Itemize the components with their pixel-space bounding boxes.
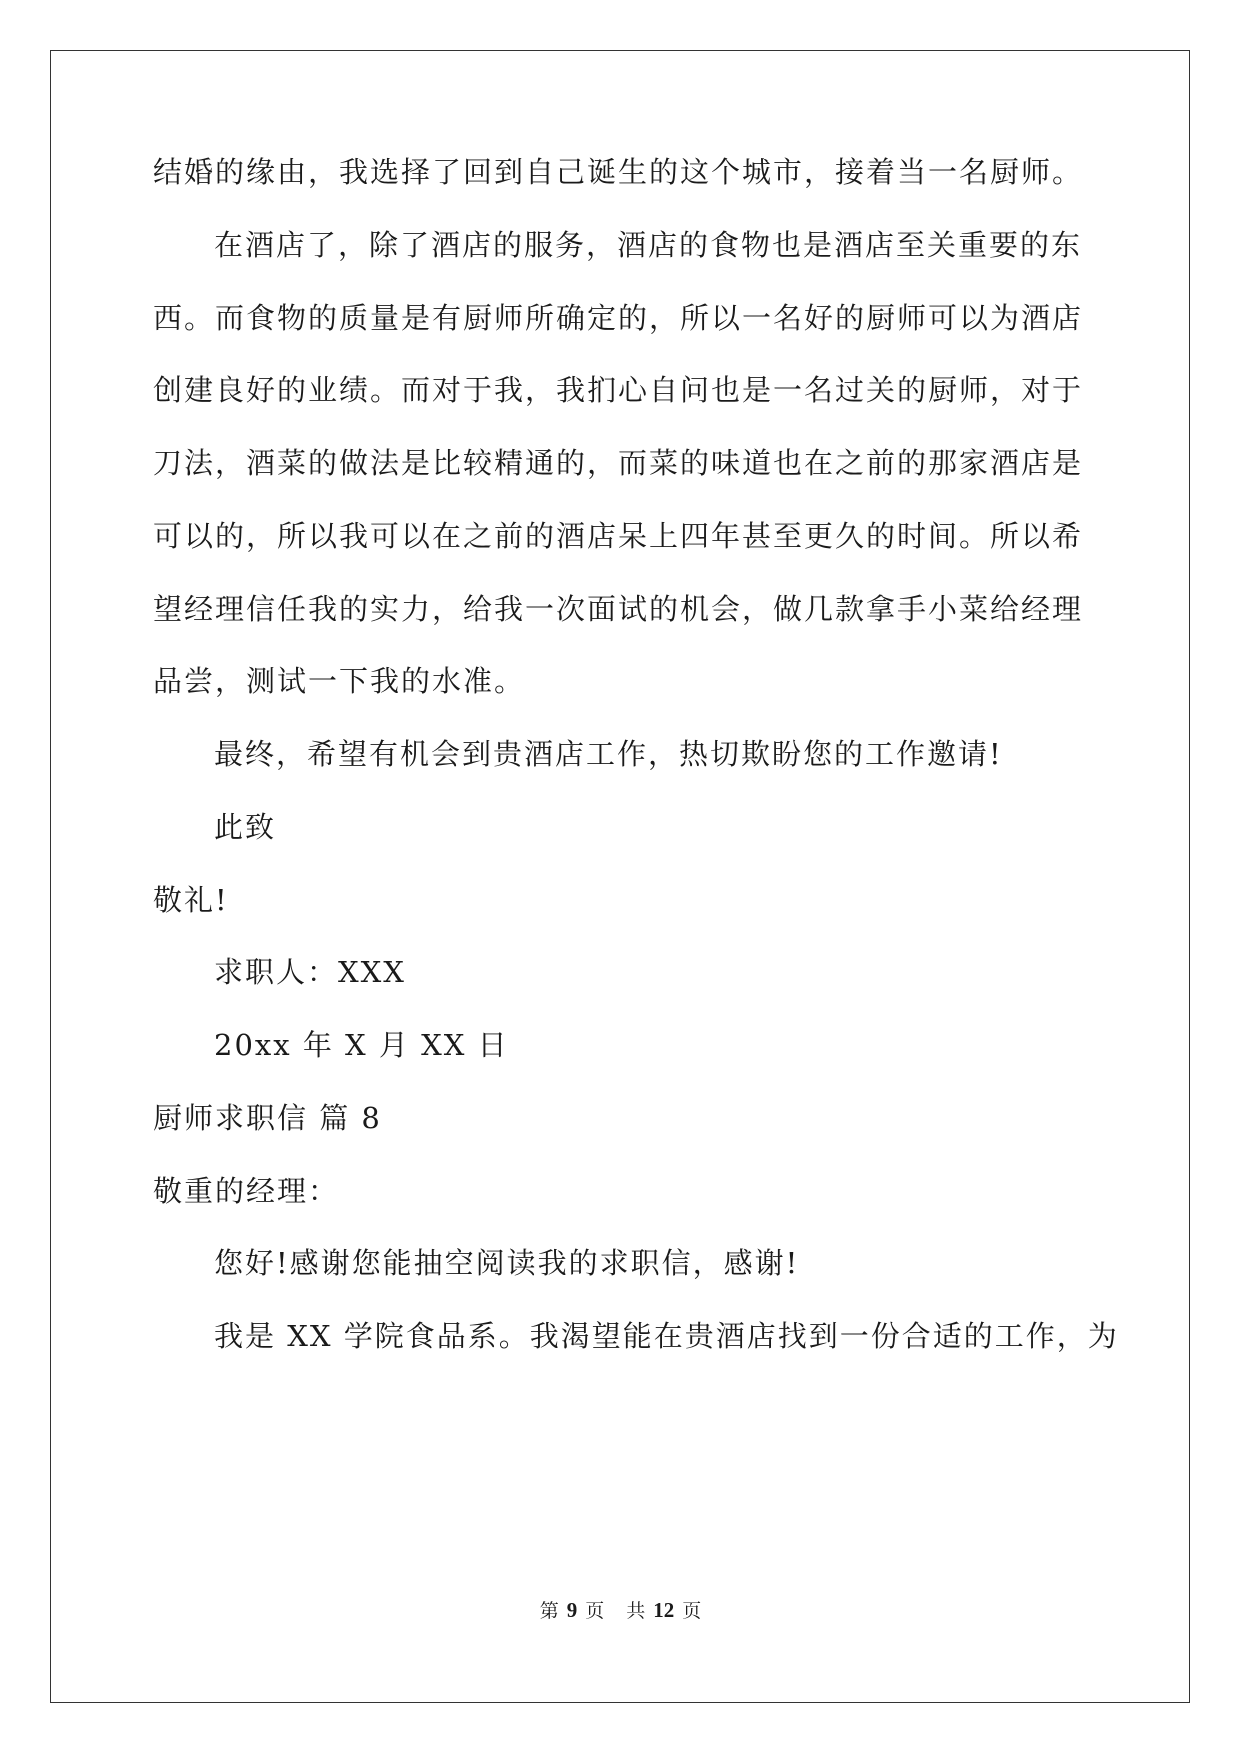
paragraph-line: 我是 XX 学院食品系。我渴望能在贵酒店找到一份合适的工作，为 [214,1319,1119,1353]
page-prefix: 第 [539,1600,559,1622]
total-prefix: 共 [626,1600,646,1622]
total-pages: 12 [653,1598,675,1622]
paragraph-line: 您好!感谢您能抽空阅读我的求职信，感谢! [214,1246,800,1280]
paragraph-line: 可以的，所以我可以在之前的酒店呆上四年甚至更久的时间。所以希 [153,519,1084,553]
page-footer [0,1598,1241,1623]
paragraph-line: 刀法，酒菜的做法是比较精通的，而菜的味道也在之前的那家酒店是 [153,446,1084,480]
paragraph-line: 结婚的缘由，我选择了回到自己诞生的这个城市，接着当一名厨师。 [153,155,1084,189]
paragraph-line: 最终，希望有机会到贵酒店工作，热切欺盼您的工作邀请! [214,737,1003,771]
applicant-signature: 求职人：XXX [214,955,406,989]
closing-salutation: 此致 [214,810,277,844]
paragraph-line: 望经理信任我的实力，给我一次面试的机会，做几款拿手小菜给经理 [153,592,1084,626]
total-pages-label [622,1600,705,1622]
page-number: 9 [566,1598,578,1622]
letter-date: 20xx 年 X 月 XX 日 [214,1028,509,1062]
paragraph-line: 在酒店了，除了酒店的服务，酒店的食物也是酒店至关重要的东 [214,228,1083,262]
letter-greeting: 敬重的经理： [153,1174,340,1208]
closing-regards: 敬礼! [153,883,229,917]
page-suffix: 页 [585,1600,605,1622]
paragraph-line: 品尝，测试一下我的水准。 [153,664,526,698]
paragraph-line: 创建良好的业绩。而对于我，我扪心自问也是一名过关的厨师，对于 [153,373,1084,407]
paragraph-line: 西。而食物的质量是有厨师所确定的，所以一名好的厨师可以为酒店 [153,301,1084,335]
total-suffix: 页 [682,1600,702,1622]
section-heading: 厨师求职信 篇 8 [153,1101,382,1135]
page-number-label [536,1600,609,1622]
